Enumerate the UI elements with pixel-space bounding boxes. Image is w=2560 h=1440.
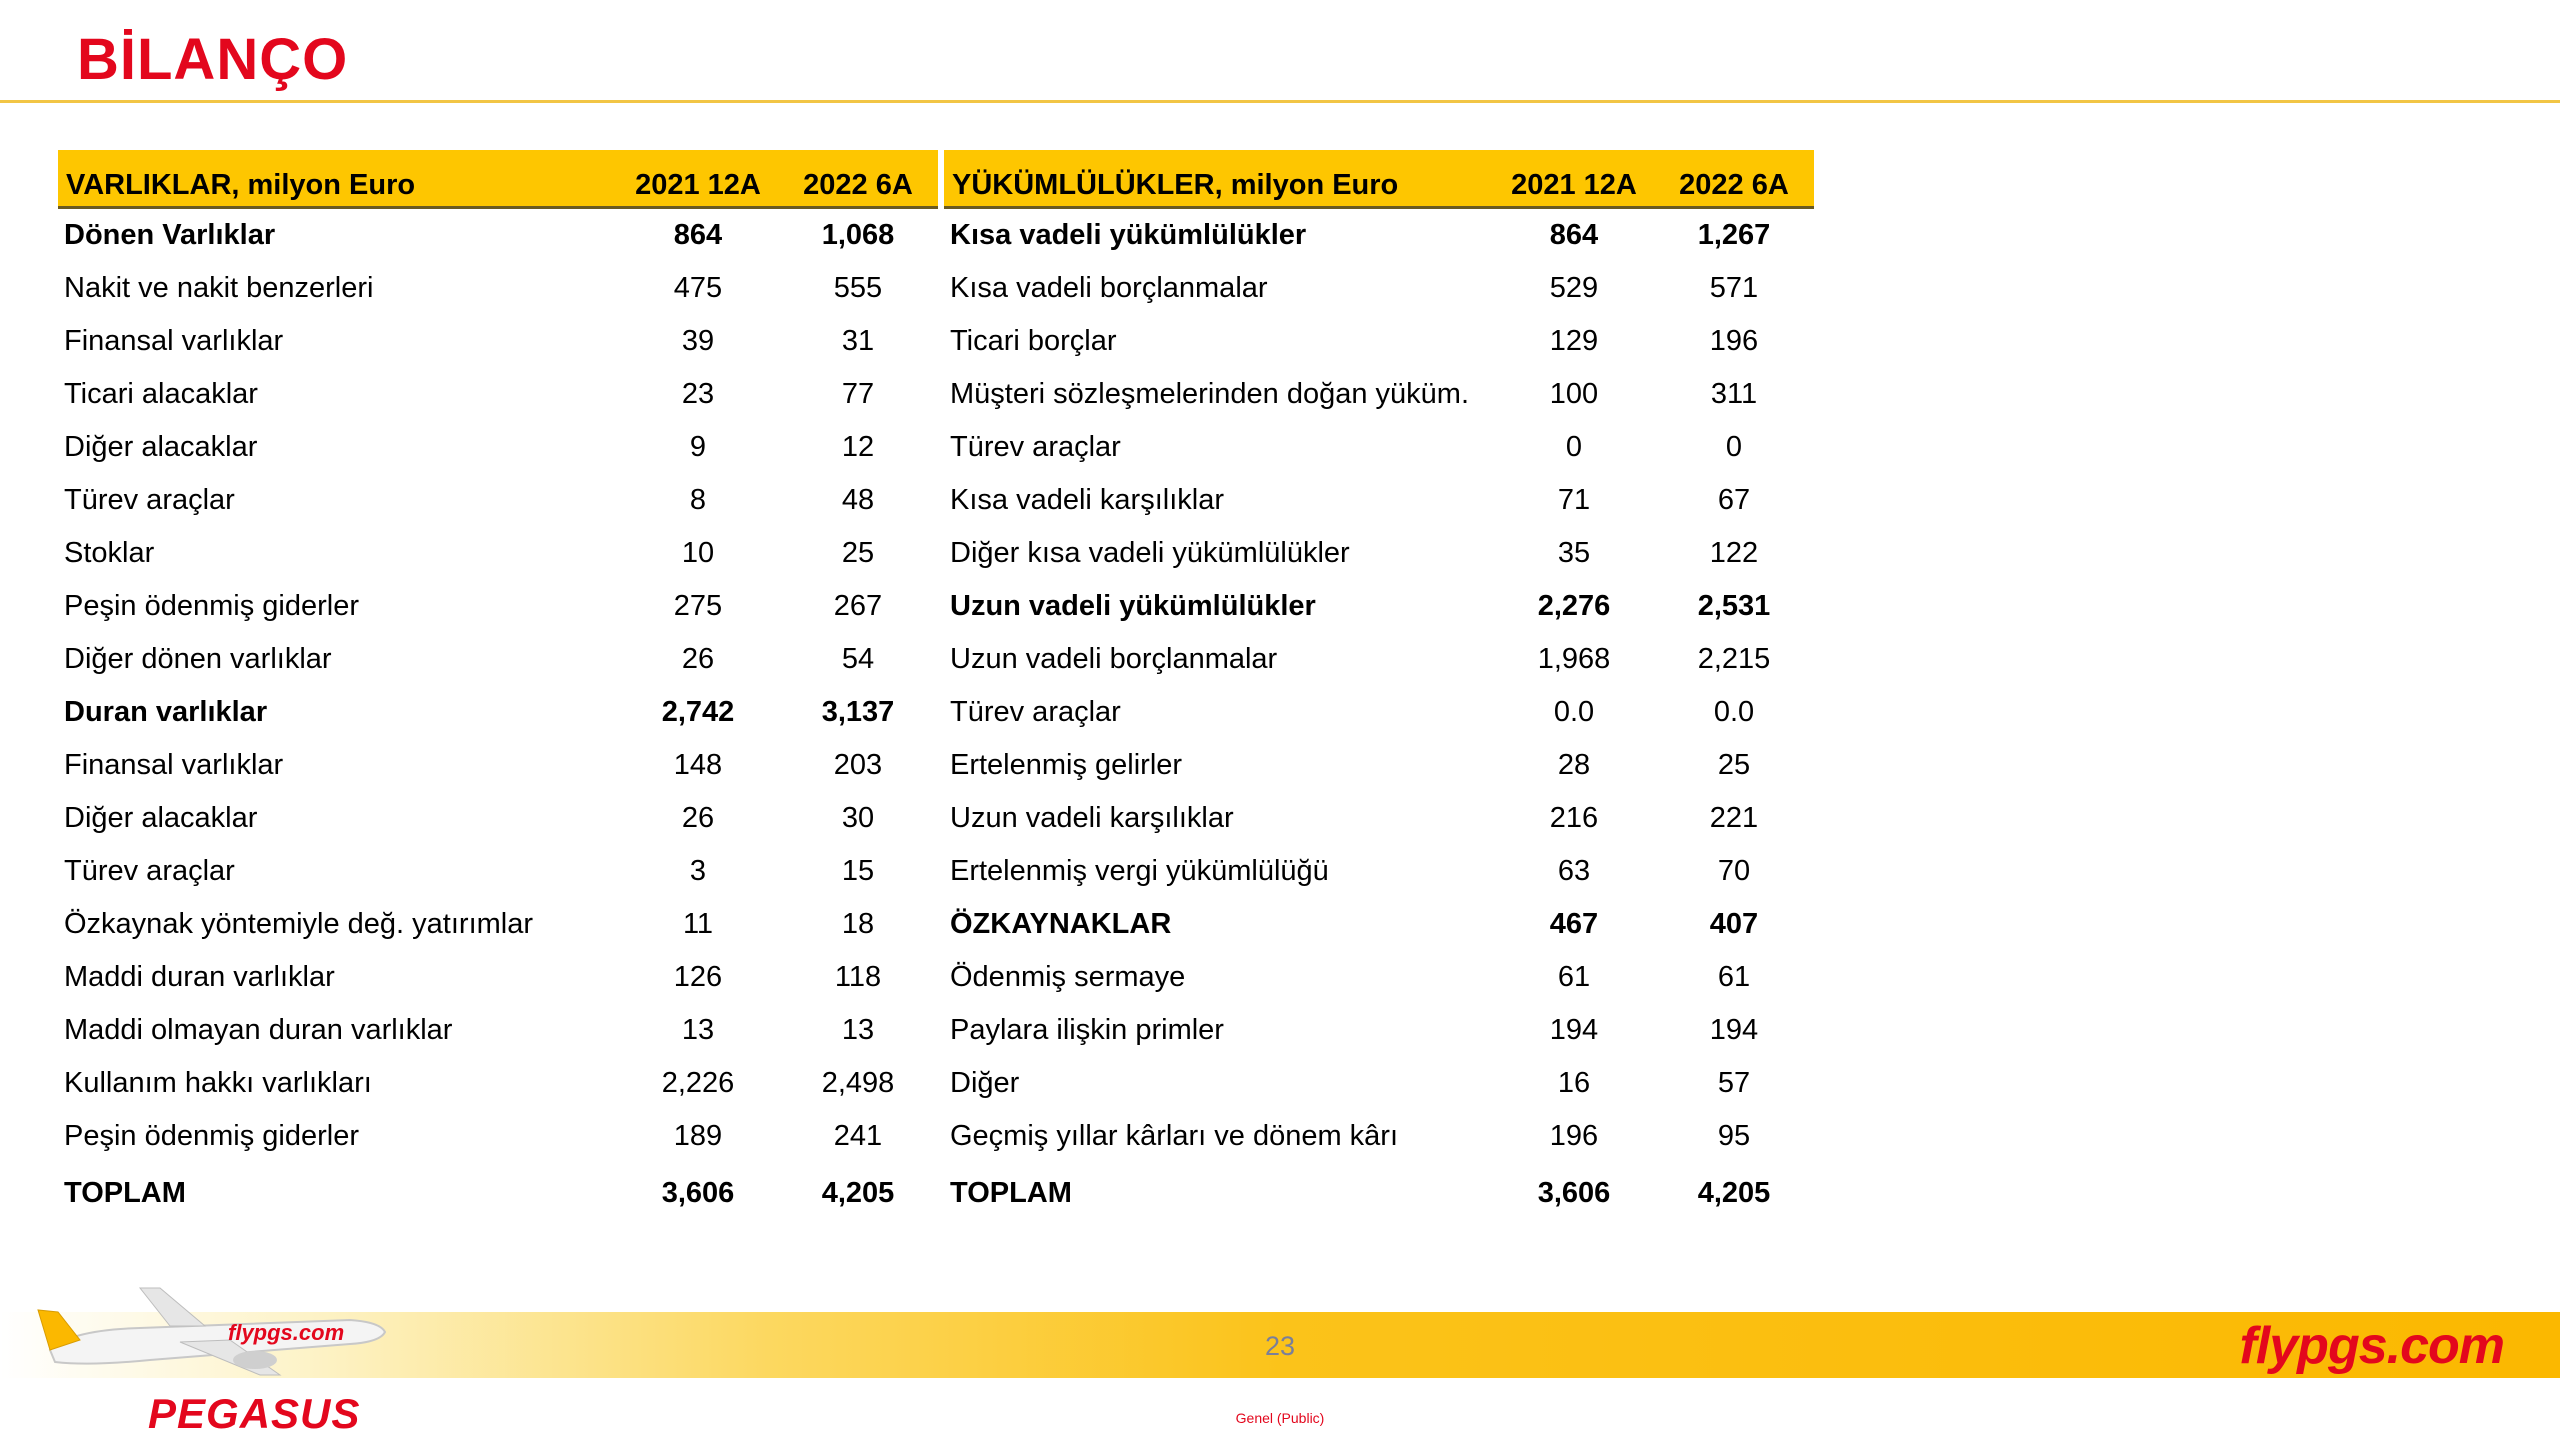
assets-row [58, 315, 938, 368]
assets-value-2022: 241 [833, 1120, 883, 1152]
assets-value-2021: 26 [681, 802, 715, 834]
assets-row-label: Türev araçlar [64, 855, 235, 887]
assets-row [58, 1110, 938, 1163]
liabilities-row [944, 792, 1814, 845]
liabilities-value-2021: 35 [1557, 537, 1591, 569]
assets-value-2022: 4,205 [821, 1176, 895, 1209]
classification-label: Genel (Public) [1235, 1410, 1325, 1426]
assets-row [58, 421, 938, 474]
assets-row [58, 739, 938, 792]
assets-value-2022: 12 [841, 431, 875, 463]
assets-table [58, 150, 938, 1223]
liabilities-row [944, 368, 1814, 421]
liabilities-value-2021: 1,968 [1537, 643, 1611, 675]
liabilities-value-2021: 129 [1549, 325, 1599, 357]
assets-row-label: Kullanım hakkı varlıkları [64, 1067, 372, 1099]
assets-value-2022: 267 [833, 590, 883, 622]
assets-value-2022: 118 [834, 961, 882, 993]
liabilities-header-label: YÜKÜMLÜLÜKLER, milyon Euro [944, 150, 1494, 208]
liabilities-value-2022: 0 [1725, 431, 1743, 463]
assets-row [58, 686, 938, 739]
assets-row [58, 262, 938, 315]
liabilities-row-label: Diğer kısa vadeli yükümlülükler [950, 537, 1350, 569]
liabilities-value-2021: 467 [1549, 908, 1599, 940]
assets-value-2022: 48 [841, 484, 875, 516]
assets-value-2021: 275 [673, 590, 723, 622]
assets-value-2021: 23 [681, 378, 715, 410]
liabilities-value-2021: 3,606 [1537, 1176, 1611, 1209]
liabilities-row-label: Kısa vadeli karşılıklar [950, 484, 1224, 516]
liabilities-header-2022: 2022 6A [1654, 150, 1814, 208]
assets-row-label: Özkaynak yöntemiyle değ. yatırımlar [64, 908, 534, 940]
liabilities-value-2021: 16 [1557, 1067, 1591, 1099]
assets-row-label: Peşin ödenmiş giderler [64, 1120, 359, 1152]
page-number: 23 [1264, 1331, 1296, 1361]
assets-row-label: Dönen Varlıklar [64, 219, 276, 251]
liabilities-row [944, 898, 1814, 951]
liabilities-row [944, 1163, 1814, 1223]
liabilities-row [944, 633, 1814, 686]
liabilities-value-2022: 196 [1709, 325, 1759, 357]
assets-row [58, 1163, 938, 1223]
assets-row-label: Stoklar [64, 537, 155, 569]
liabilities-row [944, 421, 1814, 474]
assets-row-label: Ticari alacaklar [64, 378, 258, 410]
liabilities-value-2022: 194 [1709, 1014, 1759, 1046]
liabilities-value-2021: 71 [1557, 484, 1591, 516]
liabilities-value-2022: 4,205 [1697, 1176, 1771, 1209]
liabilities-value-2021: 100 [1549, 378, 1599, 410]
assets-row [58, 633, 938, 686]
assets-header-row [58, 150, 938, 208]
liabilities-header-row [944, 150, 1814, 208]
assets-value-2021: 475 [673, 272, 723, 304]
assets-value-2021: 864 [673, 219, 723, 251]
brand-url: flypgs.com [2239, 1317, 2504, 1375]
assets-value-2021: 126 [673, 961, 723, 993]
liabilities-value-2022: 2,215 [1697, 643, 1771, 675]
liabilities-row-label: Müşteri sözleşmelerinden doğan yüküm. [950, 378, 1470, 410]
liabilities-row [944, 208, 1814, 263]
liabilities-value-2022: 122 [1709, 537, 1759, 569]
liabilities-row-label: ÖZKAYNAKLAR [950, 908, 1172, 940]
liabilities-row [944, 527, 1814, 580]
liabilities-row [944, 739, 1814, 792]
assets-row [58, 898, 938, 951]
liabilities-value-2021: 63 [1557, 855, 1591, 887]
liabilities-value-2021: 28 [1557, 749, 1591, 781]
assets-value-2022: 25 [841, 537, 875, 569]
liabilities-row [944, 1110, 1814, 1163]
airplane-image [30, 1280, 390, 1390]
assets-row-label: Finansal varlıklar [64, 749, 284, 781]
assets-row-label: Diğer alacaklar [64, 802, 258, 834]
assets-value-2021: 148 [673, 749, 723, 781]
assets-value-2021: 11 [682, 908, 714, 940]
assets-value-2022: 3,137 [821, 696, 895, 728]
liabilities-row-label: Uzun vadeli yükümlülükler [950, 590, 1316, 622]
liabilities-row-label: Kısa vadeli borçlanmalar [950, 272, 1268, 304]
liabilities-value-2021: 0.0 [1553, 696, 1595, 728]
assets-value-2021: 3,606 [661, 1176, 735, 1209]
liabilities-row-label: Türev araçlar [950, 696, 1121, 728]
liabilities-value-2022: 95 [1717, 1120, 1751, 1152]
assets-value-2021: 39 [681, 325, 715, 357]
liabilities-value-2021: 194 [1549, 1014, 1599, 1046]
liabilities-value-2021: 0 [1565, 431, 1583, 463]
liabilities-value-2022: 57 [1717, 1067, 1751, 1099]
assets-value-2022: 15 [841, 855, 875, 887]
liabilities-row [944, 951, 1814, 1004]
liabilities-row-label: Kısa vadeli yükümlülükler [950, 219, 1307, 251]
assets-value-2021: 26 [681, 643, 715, 675]
liabilities-value-2022: 2,531 [1697, 590, 1771, 622]
liabilities-row-label: Ödenmiş sermaye [950, 961, 1186, 993]
liabilities-row-label: Ertelenmiş vergi yükümlülüğü [950, 855, 1329, 887]
liabilities-value-2022: 0.0 [1713, 696, 1755, 728]
assets-value-2022: 555 [833, 272, 883, 304]
assets-row [58, 951, 938, 1004]
liabilities-row [944, 1057, 1814, 1110]
assets-row-label: Nakit ve nakit benzerleri [64, 272, 374, 304]
liabilities-row [944, 845, 1814, 898]
assets-value-2021: 2,226 [661, 1067, 735, 1099]
assets-row [58, 208, 938, 263]
assets-value-2021: 2,742 [661, 696, 735, 728]
liabilities-value-2021: 216 [1549, 802, 1599, 834]
liabilities-value-2021: 2,276 [1537, 590, 1611, 622]
assets-value-2022: 13 [841, 1014, 875, 1046]
assets-row [58, 792, 938, 845]
liabilities-value-2021: 864 [1549, 219, 1599, 251]
pegasus-logo: PEGASUS [148, 1390, 361, 1437]
liabilities-row [944, 580, 1814, 633]
liabilities-row-label: Paylara ilişkin primler [950, 1014, 1224, 1046]
assets-row [58, 1004, 938, 1057]
liabilities-header-2021: 2021 12A [1494, 150, 1654, 208]
assets-row-label: Finansal varlıklar [64, 325, 284, 357]
assets-row-label: Duran varlıklar [64, 696, 268, 728]
assets-header-2021: 2021 12A [618, 150, 778, 208]
plane-livery-text: flypgs.com [228, 1320, 345, 1345]
liabilities-row-label: Diğer [950, 1067, 1020, 1099]
liabilities-value-2022: 70 [1717, 855, 1751, 887]
assets-value-2022: 31 [841, 325, 875, 357]
assets-row-label: Maddi olmayan duran varlıklar [64, 1014, 453, 1046]
liabilities-row-label: Ertelenmiş gelirler [950, 749, 1183, 781]
liabilities-row [944, 262, 1814, 315]
assets-value-2022: 77 [841, 378, 875, 410]
assets-value-2021: 189 [673, 1120, 723, 1152]
liabilities-value-2021: 61 [1557, 961, 1591, 993]
liabilities-table [944, 150, 1814, 1223]
liabilities-row [944, 315, 1814, 368]
liabilities-row-label: Türev araçlar [950, 431, 1121, 463]
liabilities-value-2022: 311 [1710, 378, 1758, 410]
liabilities-value-2022: 221 [1709, 802, 1759, 834]
assets-row-label: Diğer dönen varlıklar [64, 643, 332, 675]
assets-row [58, 368, 938, 421]
title-divider [0, 100, 2560, 103]
liabilities-value-2022: 67 [1717, 484, 1751, 516]
liabilities-value-2022: 1,267 [1697, 219, 1771, 251]
assets-value-2021: 8 [689, 484, 707, 516]
assets-value-2022: 18 [841, 908, 875, 940]
liabilities-value-2022: 407 [1709, 908, 1759, 940]
assets-value-2022: 54 [841, 643, 875, 675]
liabilities-row-label: Uzun vadeli karşılıklar [950, 802, 1234, 834]
liabilities-value-2022: 571 [1709, 272, 1759, 304]
assets-row-label: TOPLAM [64, 1176, 186, 1209]
liabilities-value-2021: 529 [1549, 272, 1599, 304]
liabilities-row-label: Ticari borçlar [950, 325, 1117, 357]
liabilities-row-label: TOPLAM [950, 1176, 1072, 1209]
liabilities-row-label: Geçmiş yıllar kârları ve dönem kârı [950, 1120, 1399, 1152]
assets-value-2021: 10 [681, 537, 715, 569]
liabilities-row [944, 474, 1814, 527]
assets-row-label: Diğer alacaklar [64, 431, 258, 463]
assets-value-2022: 2,498 [821, 1067, 895, 1099]
assets-row [58, 1057, 938, 1110]
assets-header-2022: 2022 6A [778, 150, 938, 208]
assets-row-label: Türev araçlar [64, 484, 235, 516]
assets-header-label: VARLIKLAR, milyon Euro [58, 150, 618, 208]
assets-value-2021: 13 [681, 1014, 715, 1046]
liabilities-value-2021: 196 [1549, 1120, 1599, 1152]
liabilities-row [944, 1004, 1814, 1057]
liabilities-row [944, 686, 1814, 739]
assets-row [58, 527, 938, 580]
assets-value-2021: 9 [689, 431, 707, 463]
assets-row [58, 580, 938, 633]
assets-value-2022: 1,068 [821, 219, 895, 251]
assets-value-2021: 3 [689, 855, 707, 887]
assets-row [58, 845, 938, 898]
assets-value-2022: 203 [833, 749, 883, 781]
assets-row [58, 474, 938, 527]
assets-row-label: Peşin ödenmiş giderler [64, 590, 359, 622]
liabilities-row-label: Uzun vadeli borçlanmalar [950, 643, 1278, 675]
assets-value-2022: 30 [841, 802, 875, 834]
assets-row-label: Maddi duran varlıklar [64, 961, 335, 993]
page-title: BİLANÇO [77, 27, 349, 92]
liabilities-value-2022: 25 [1717, 749, 1751, 781]
liabilities-value-2022: 61 [1717, 961, 1751, 993]
